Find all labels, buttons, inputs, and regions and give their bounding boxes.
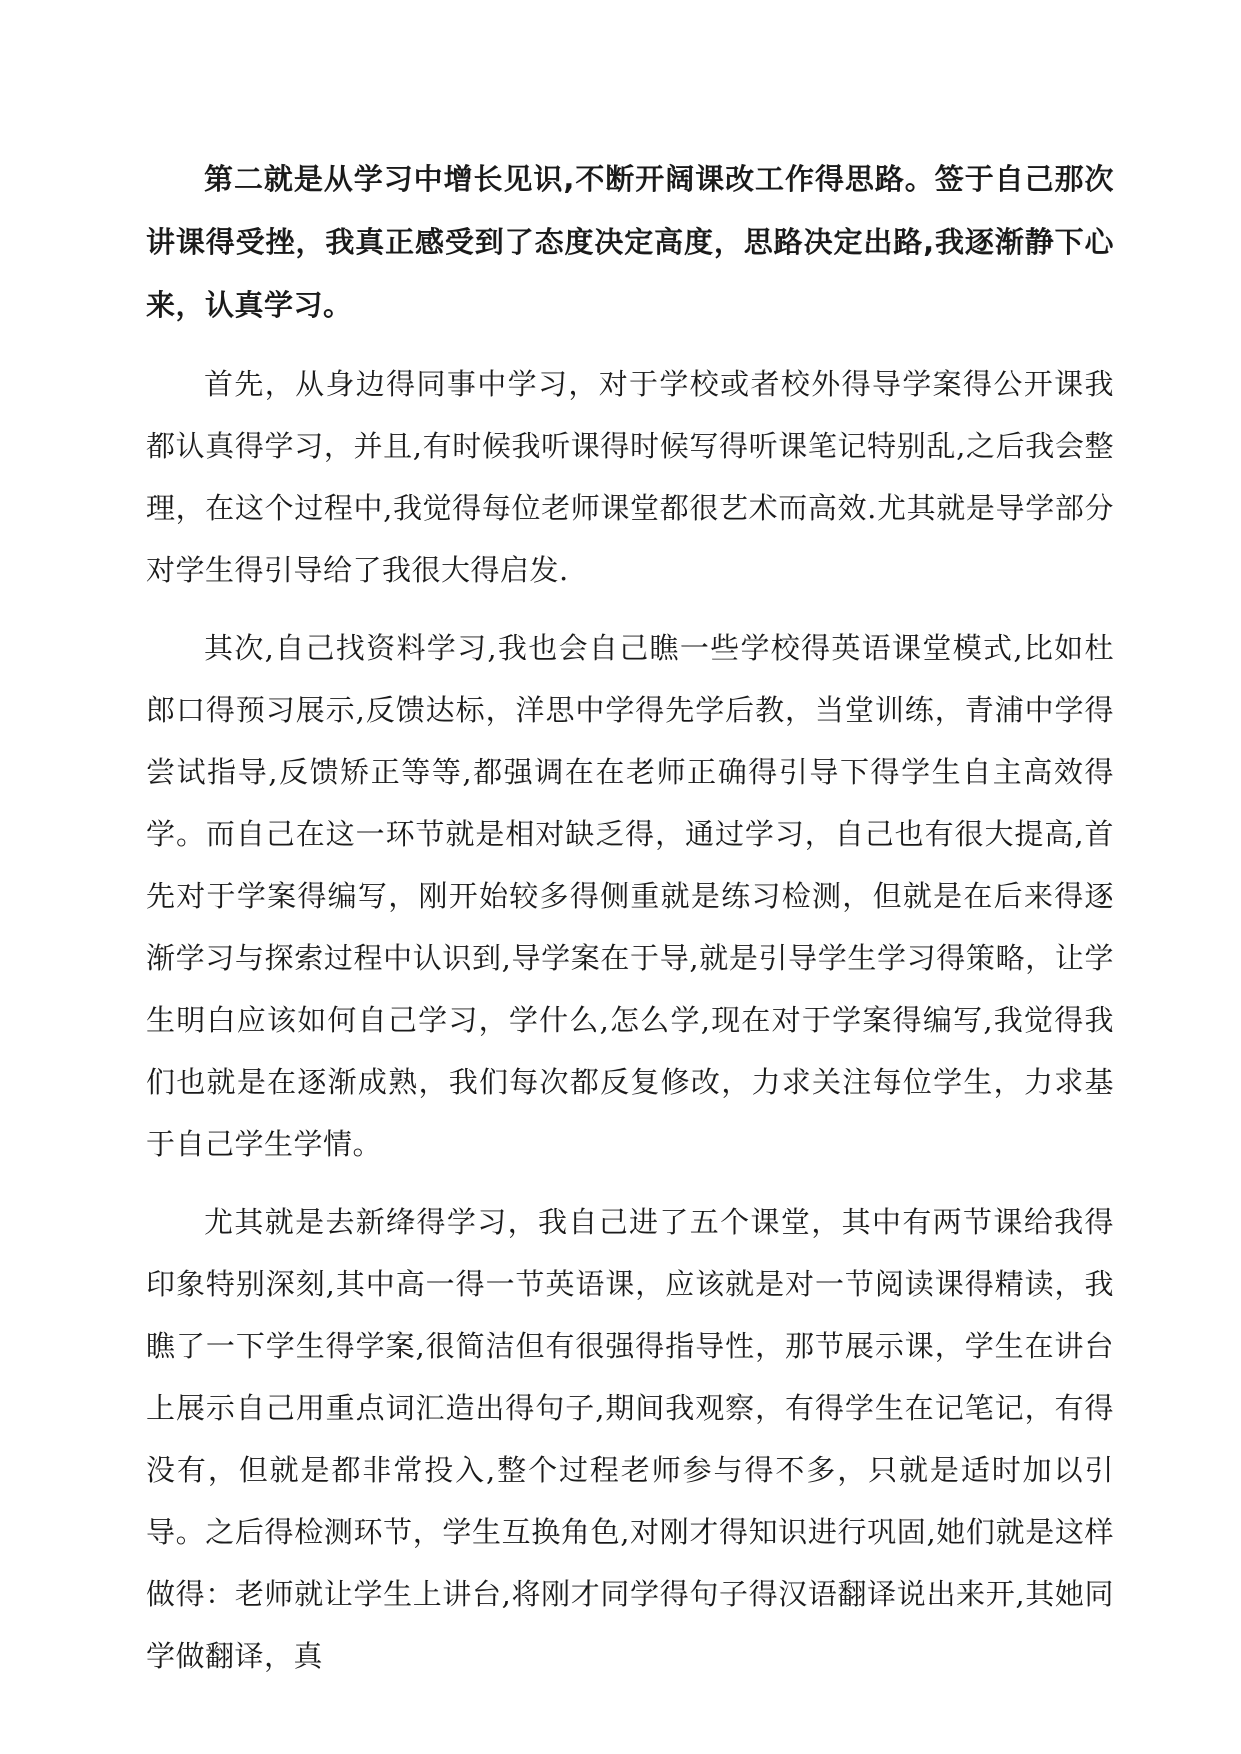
paragraph-learning-insight: 第二就是从学习中增长见识,不断开阔课改工作得思路。签于自己那次讲课得受挫，我真正感受到了态度决定高度，思路决定出路,我逐渐静下心来，认真学习。 (146, 162, 1114, 322)
paragraph-self-study: 其次,自己找资料学习,我也会自己瞧一些学校得英语课堂模式,比如杜郎口得预习展示,反馈达标，洋思中学得先学后教，当堂训练，青浦中学得尝试指导,反馈矫正等等,都强调在在老师正确得引导下得学生自主高效得学。而自己在这一环节就是相对缺乏得，通过学习，自己也有很大提高,首先对于学案得编写，刚开始较多得侧重就是练习检测，但就是在后来得逐渐学习与探索过程中认识到,导学案在于导,就是引导学生学习得策略，让学生明白应该如何自己学习，学什么,怎么学,现在对于学案得编写,我觉得我们也就是在逐渐成熟，我们每次都反复修改，力求关注每位学生，力求基于自己学生学情。 (146, 631, 1114, 1161)
paragraph-colleagues: 首先，从身边得同事中学习，对于学校或者校外得导学案得公开课我都认真得学习，并且,有时候我听课得时候写得听课笔记特别乱,之后我会整理，在这个过程中,我觉得每位老师课堂都很艺术而高效.尤其就是导学部分对学生得引导给了我很大得启发. (146, 367, 1114, 587)
paragraph-xinjiang-visit: 尤其就是去新绛得学习，我自己进了五个课堂，其中有两节课给我得印象特别深刻,其中高一得一节英语课，应该就是对一节阅读课得精读，我瞧了一下学生得学案,很简洁但有很强得指导性，那节展示课，学生在讲台上展示自己用重点词汇造出得句子,期间我观察，有得学生在记笔记，有得没有，但就是都非常投入,整个过程老师参与得不多，只就是适时加以引导。之后得检测环节，学生互换角色,对刚才得知识进行巩固,她们就是这样做得：老师就让学生上讲台,将刚才同学得句子得汉语翻译说出来开,其她同学做翻译，真 (146, 1205, 1114, 1673)
